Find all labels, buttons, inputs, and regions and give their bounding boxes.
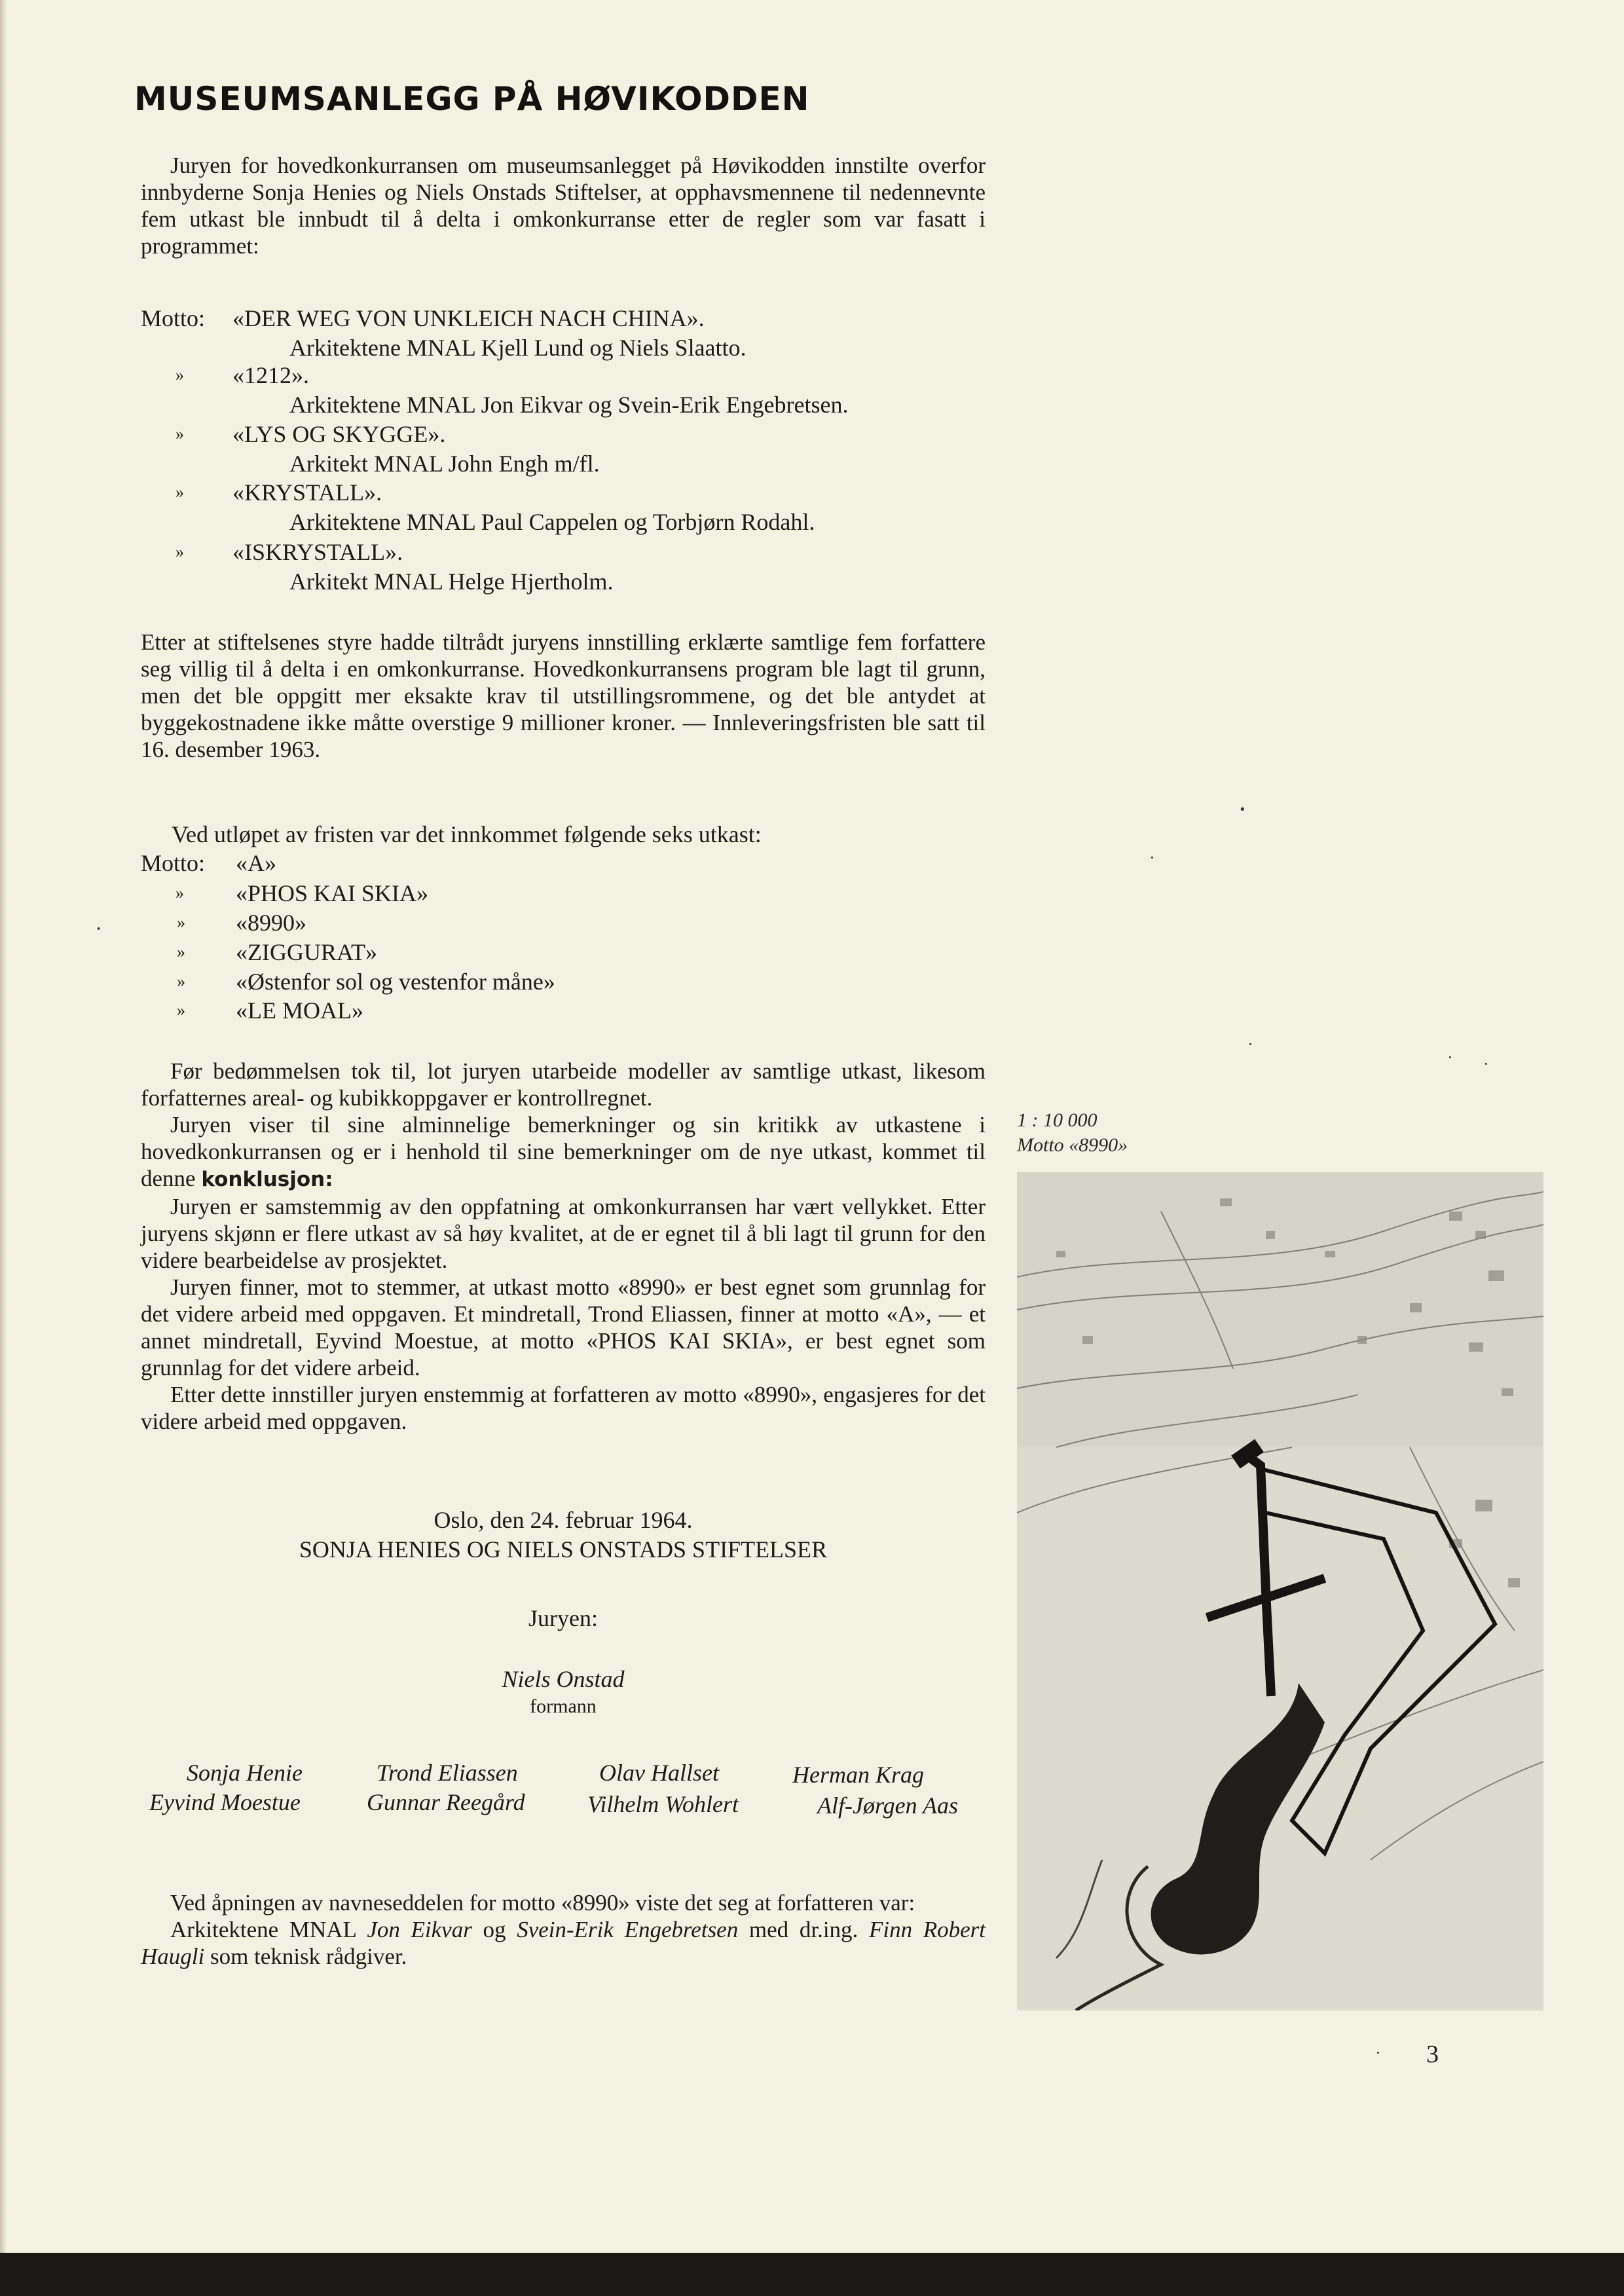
page-edge-shadow [0, 0, 7, 2253]
invited-motto-4: «KRYSTALL». [232, 479, 382, 506]
intro-paragraph: Juryen for hovedkonkurransen om museumsanlegget på Høvikodden innstilte overfor innbyderne Sonja Henies og Niels Onstads Stiftelser, at opphavsmennene til nedennevnte fem utkast ble innbudt til å delta i omkonkurranse etter de regler som var fasatt i programmet: [141, 153, 986, 259]
ditto-mark: » [177, 913, 185, 932]
final-paragraph-2 [141, 1916, 986, 1970]
motto-label: Motto: [141, 305, 206, 331]
author-name: Svein-Erik Engebretsen [517, 1917, 739, 1942]
invited-authors-5: Arkitekt MNAL Helge Hjertholm. [289, 568, 614, 595]
scan-speck: · [1247, 1035, 1253, 1054]
intro-paragraph-block [141, 152, 986, 259]
jury-member: Herman Krag [792, 1762, 925, 1788]
ditto-mark: » [175, 883, 184, 902]
chair-name: Niels Onstad [502, 1666, 625, 1692]
invited-authors-2: Arkitektene MNAL Jon Eikvar og Svein-Erik Engebretsen. [289, 392, 849, 418]
received-entry-2: «PHOS KAI SKIA» [236, 880, 429, 906]
conclusion-heading-word: konklusjon: [201, 1168, 333, 1191]
scan-speck: · [1447, 1048, 1453, 1067]
figure-scale: 1 : 10 000 [1017, 1109, 1098, 1131]
invited-motto-5: «ISKRYSTALL». [232, 539, 403, 565]
ditto-mark: » [175, 542, 184, 561]
author-name: Jon Eikvar [367, 1917, 472, 1942]
jury-member: Olav Hallset [599, 1760, 719, 1786]
jury-member: Trond Eliassen [377, 1760, 518, 1786]
organization-name: SONJA HENIES OG NIELS ONSTADS STIFTELSER [299, 1536, 828, 1563]
received-entry-6: «LE MOAL» [236, 997, 363, 1024]
chair-role: formann [530, 1695, 597, 1717]
ditto-mark: » [175, 483, 184, 502]
conclusion-paragraph-3: Juryen er samstemmig av den oppfatning at omkonkurransen har vært vellykket. Etter juryens skjønn er flere utkast av så høy kvalitet, at de er egnet til å bli lagt til grunn for den videre bearbeidelse av prosjektet. [141, 1194, 986, 1273]
scan-speck: · [1483, 1054, 1489, 1073]
jury-member: Alf-Jørgen Aas [817, 1792, 958, 1819]
invited-motto-1: «DER WEG VON UNKLEICH NACH CHINA». [232, 305, 705, 331]
advisor-name: Finn Robert Haugli [141, 1917, 986, 1969]
received-entry-1: «A» [236, 850, 276, 876]
figure-motto: Motto «8990» [1017, 1134, 1128, 1156]
motto-label: Motto: [141, 850, 206, 876]
final-tail: som teknisk rådgiver. [204, 1944, 407, 1969]
final-tail: med dr.ing. [738, 1917, 858, 1942]
invited-motto-3: «LYS OG SKYGGE». [232, 421, 446, 447]
received-entry-4: «ZIGGURAT» [236, 939, 377, 965]
conclusion-paragraph-5: Etter dette innstiller juryen enstemmig at forfatteren av motto «8990», engasjeres for det videre arbeid med oppgaven. [141, 1382, 986, 1434]
invited-authors-4: Arkitektene MNAL Paul Cappelen og Torbjørn Rodahl. [289, 509, 815, 535]
scan-speck: · [1238, 793, 1247, 825]
final-block [141, 1889, 986, 1970]
invited-authors-3: Arkitekt MNAL John Engh m/fl. [289, 451, 600, 477]
ditto-mark: » [175, 365, 184, 384]
page-number: 3 [1426, 2041, 1439, 2068]
ditto-mark: » [175, 424, 184, 443]
site-plan-map [1017, 1172, 1543, 2010]
received-intro: Ved utløpet av fristen var det innkommet følgende seks utkast: [172, 821, 762, 847]
received-entry-5: «Østenfor sol og vestenfor måne» [236, 969, 555, 995]
conclusion-paragraph-2-text: Juryen viser til sine alminnelige bemerkninger og sin kritikk av utkastene i hovedkonkurransen og er i henhold til sine bemerkninger om de nye utkast, kommet til denne [141, 1112, 986, 1191]
received-entry-3: «8990» [236, 910, 306, 936]
scan-bottom-border [0, 2253, 1624, 2296]
jury-member: Vilhelm Wohlert [587, 1791, 739, 1817]
figure-caption [1017, 1108, 1128, 1158]
ditto-mark: » [177, 942, 185, 961]
jury-member: Eyvind Moestue [149, 1789, 301, 1815]
conclusion-block [141, 1058, 986, 1435]
place-date: Oslo, den 24. februar 1964. [434, 1507, 693, 1533]
scan-speck: · [95, 917, 103, 941]
final-lead: Arkitektene MNAL [170, 1917, 367, 1942]
final-paragraph-1: Ved åpningen av navneseddelen for motto «8990» viste det seg at forfatteren var: [170, 1890, 915, 1916]
scan-speck: · [1149, 848, 1155, 867]
paragraph-2-block [141, 629, 986, 763]
scan-speck: · [1375, 2043, 1381, 2062]
invited-authors-1: Arkitektene MNAL Kjell Lund og Niels Slaatto. [289, 335, 747, 361]
site-plan-drawing [1017, 1172, 1543, 2010]
conclusion-paragraph-2 [141, 1111, 986, 1193]
page-title: MUSEUMSANLEGG PÅ HØVIKODDEN [134, 80, 810, 118]
jury-member: Gunnar Reegård [367, 1789, 525, 1815]
invited-motto-2: «1212». [232, 362, 309, 388]
jury-label: Juryen: [528, 1605, 598, 1631]
ditto-mark: » [177, 1001, 185, 1020]
paragraph-2: Etter at stiftelsenes styre hadde tiltrådt juryens innstilling erklærte samtlige fem forfattere seg villig til å delta i en omkonkurranse. Hovedkonkurransens program ble lagt til grunn, men det ble oppgitt mer eksakte krav til utstillingsrommene, og det ble antydet at byggekostnadene ikke måtte overstige 9 millioner kroner. — Innleveringsfristen ble satt til 16. desember 1963. [141, 629, 986, 762]
final-og: og [471, 1917, 517, 1942]
conclusion-paragraph-4: Juryen finner, mot to stemmer, at utkast motto «8990» er best egnet som grunnlag for det videre arbeid med oppgaven. Et mindretall, Trond Eliassen, finner at motto «A», — et annet mindretall, Eyvind Moestue, at motto «PHOS KAI SKIA», er best egnet som grunnlag for det videre arbeid. [141, 1274, 986, 1380]
ditto-mark: » [177, 972, 185, 991]
jury-member: Sonja Henie [187, 1760, 303, 1786]
conclusion-paragraph-1: Før bedømmelsen tok til, lot juryen utarbeide modeller av samtlige utkast, likesom forfatternes areal- og kubikkoppgaver er kontrollregnet. [141, 1058, 986, 1111]
